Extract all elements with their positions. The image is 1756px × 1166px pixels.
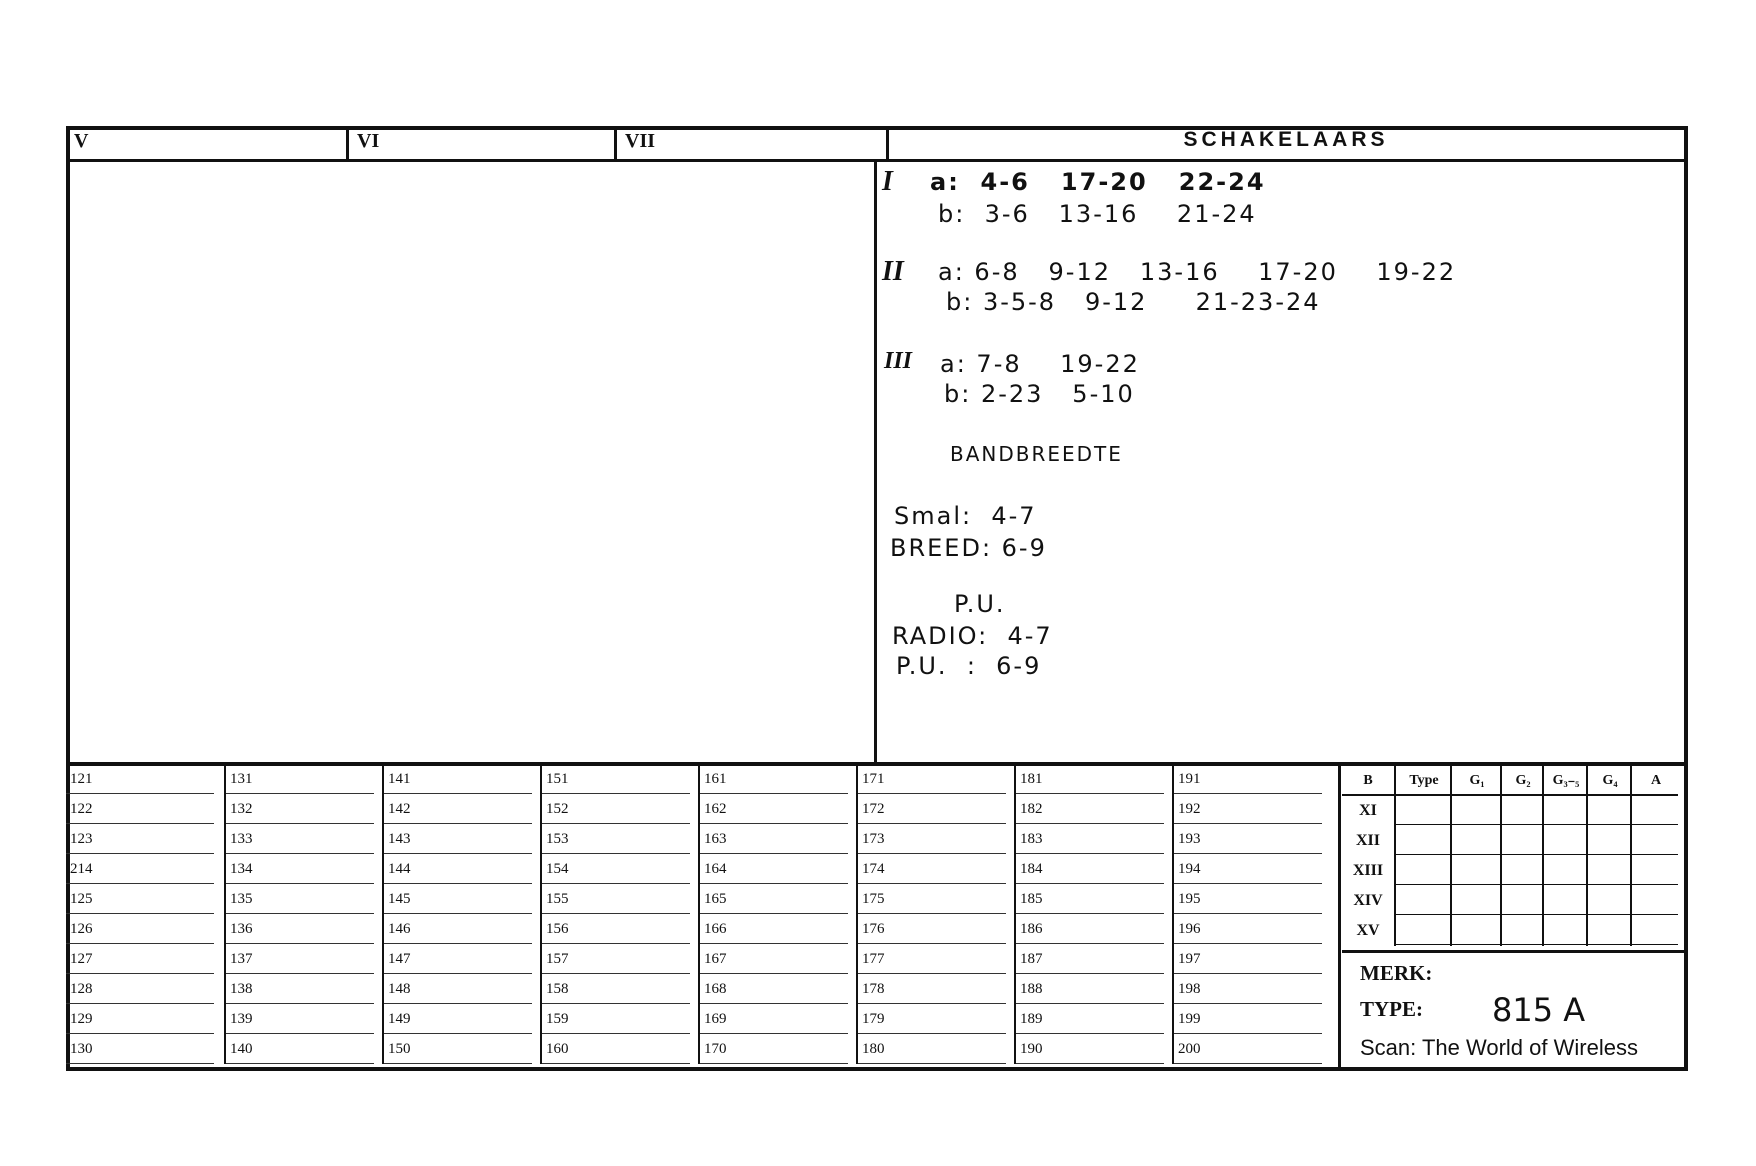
- tube-table-row-label: XIII: [1352, 862, 1384, 879]
- grid-cell: 170: [700, 1034, 848, 1064]
- header-col-vii-label: VII: [625, 130, 656, 152]
- grid-cell: 183: [1016, 824, 1164, 854]
- grid-cell: 143: [384, 824, 532, 854]
- grid-cell: 194: [1174, 854, 1322, 884]
- grid-cell: 147: [384, 944, 532, 974]
- grid-cell: 186: [1016, 914, 1164, 944]
- grid-cell: 151: [542, 764, 690, 794]
- switch-ii-b: b: 3-5-8 9-12 21-23-24: [946, 288, 1321, 316]
- grid-cell: 179: [858, 1004, 1006, 1034]
- grid-cell: 189: [1016, 1004, 1164, 1034]
- grid-cell: 144: [384, 854, 532, 884]
- grid-cell: 138: [226, 974, 374, 1004]
- grid-cell: 185: [1016, 884, 1164, 914]
- type-label: TYPE:: [1360, 997, 1423, 1021]
- grid-cell: 132: [226, 794, 374, 824]
- pu-title: P.U.: [954, 590, 1006, 618]
- tube-table-row-line: [1394, 854, 1678, 855]
- grid-cell: 137: [226, 944, 374, 974]
- grid-cell: 196: [1174, 914, 1322, 944]
- tube-table-header: G₂: [1500, 766, 1544, 946]
- grid-cell: 160: [542, 1034, 690, 1064]
- grid-cell: 193: [1174, 824, 1322, 854]
- grid-cell: 172: [858, 794, 1006, 824]
- grid-cell: 133: [226, 824, 374, 854]
- grid-cell: 173: [858, 824, 1006, 854]
- tube-table-row-label: XV: [1356, 922, 1380, 939]
- grid-cell: 190: [1016, 1034, 1164, 1064]
- grid-cell: 181: [1016, 764, 1164, 794]
- grid-cell: 142: [384, 794, 532, 824]
- grid-cell: 167: [700, 944, 848, 974]
- grid-column: [856, 764, 1016, 1064]
- tube-table-header: G₄: [1586, 766, 1632, 946]
- switch-i-label: I: [882, 166, 893, 197]
- tube-table-header: A: [1630, 766, 1680, 946]
- grid-cell: 135: [226, 884, 374, 914]
- grid-cell: 175: [858, 884, 1006, 914]
- grid-cell: 134: [226, 854, 374, 884]
- grid-cell: 158: [542, 974, 690, 1004]
- grid-cell: 148: [384, 974, 532, 1004]
- grid-cell: 198: [1174, 974, 1322, 1004]
- grid-cell: 129: [66, 1004, 214, 1034]
- tube-table-divider: [1338, 764, 1341, 1070]
- grid-cell: 125: [66, 884, 214, 914]
- grid-cell: 197: [1174, 944, 1322, 974]
- grid-cell: 174: [858, 854, 1006, 884]
- pu-setting: P.U. : 6-9: [896, 652, 1042, 680]
- grid-cell: 171: [858, 764, 1006, 794]
- switch-iii-a: a: 7-8 19-22: [940, 350, 1140, 378]
- tube-table-row-line: [1394, 824, 1678, 825]
- grid-cell: 199: [1174, 1004, 1322, 1034]
- grid-cell: 128: [66, 974, 214, 1004]
- bandbreedte-title: BANDBREEDTE: [950, 442, 1123, 466]
- schakelaars-title: SCHAKELAARS: [1183, 128, 1389, 151]
- tube-table-row-label: XIV: [1353, 892, 1383, 909]
- grid-cell: 139: [226, 1004, 374, 1034]
- grid-cell: 155: [542, 884, 690, 914]
- grid-cell: 146: [384, 914, 532, 944]
- tube-table-row-label: XI: [1359, 802, 1377, 819]
- grid-cell: 166: [700, 914, 848, 944]
- tube-table-row-label: XII: [1355, 832, 1380, 849]
- smal-setting: Smal: 4-7: [894, 502, 1037, 530]
- grid-cell: 182: [1016, 794, 1164, 824]
- grid-cell: 163: [700, 824, 848, 854]
- grid-cell: 127: [66, 944, 214, 974]
- grid-cell: 177: [858, 944, 1006, 974]
- tube-table-row-line: [1394, 944, 1678, 945]
- grid-cell: 192: [1174, 794, 1322, 824]
- tube-table-row-line: [1394, 884, 1678, 885]
- switch-ii-a: a: 6-8 9-12 13-16 17-20 19-22: [938, 258, 1457, 286]
- switch-i-b: b: 3-6 13-16 21-24: [938, 200, 1257, 228]
- tube-table-header: Type: [1394, 766, 1452, 946]
- grid-cell: 123: [66, 824, 214, 854]
- grid-cell: 184: [1016, 854, 1164, 884]
- grid-cell: 164: [700, 854, 848, 884]
- grid-cell: 200: [1174, 1034, 1322, 1064]
- main-divider: [874, 160, 877, 764]
- grid-cell: 161: [700, 764, 848, 794]
- info-box: [1342, 950, 1684, 1068]
- grid-cell: 157: [542, 944, 690, 974]
- grid-column: [540, 764, 700, 1064]
- grid-cell: 176: [858, 914, 1006, 944]
- grid-column: [1172, 764, 1332, 1064]
- grid-cell: 122: [66, 794, 214, 824]
- grid-cell: 121: [66, 764, 214, 794]
- grid-cell: 156: [542, 914, 690, 944]
- grid-cell: 154: [542, 854, 690, 884]
- header-col-vi-label: VI: [357, 130, 380, 152]
- grid-cell: 214: [66, 854, 214, 884]
- grid-column: [224, 764, 384, 1064]
- grid-cell: 191: [1174, 764, 1322, 794]
- switch-i-a: a: 4-6 17-20 22-24: [930, 168, 1266, 196]
- grid-cell: 195: [1174, 884, 1322, 914]
- grid-cell: 140: [226, 1034, 374, 1064]
- grid-cell: 145: [384, 884, 532, 914]
- header-col-v: [66, 126, 346, 162]
- grid-column: [1014, 764, 1174, 1064]
- grid-cell: 168: [700, 974, 848, 1004]
- type-value: 815 A: [1492, 991, 1586, 1029]
- grid-cell: 187: [1016, 944, 1164, 974]
- radio-setting: RADIO: 4-7: [892, 622, 1053, 650]
- grid-cell: 165: [700, 884, 848, 914]
- grid-cell: 126: [66, 914, 214, 944]
- switch-ii-label: II: [882, 256, 904, 287]
- grid-column: [382, 764, 542, 1064]
- grid-column: [698, 764, 858, 1064]
- header-col-vii: [614, 126, 886, 162]
- grid-cell: 188: [1016, 974, 1164, 1004]
- breed-setting: BREED: 6-9: [890, 534, 1047, 562]
- switch-iii-b: b: 2-23 5-10: [944, 380, 1135, 408]
- grid-cell: 149: [384, 1004, 532, 1034]
- grid-cell: 136: [226, 914, 374, 944]
- grid-cell: 131: [226, 764, 374, 794]
- grid-cell: 130: [66, 1034, 214, 1064]
- tube-table-header: B: [1363, 773, 1373, 788]
- switch-iii-label: III: [884, 348, 913, 374]
- merk-label: MERK:: [1360, 961, 1433, 985]
- header-col-v-label: V: [74, 130, 89, 152]
- grid-cell: 169: [700, 1004, 848, 1034]
- grid-cell: 159: [542, 1004, 690, 1034]
- grid-cell: 153: [542, 824, 690, 854]
- header-col-vi: [346, 126, 614, 162]
- grid-column: [66, 764, 224, 1064]
- grid-cell: 178: [858, 974, 1006, 1004]
- grid-cell: 180: [858, 1034, 1006, 1064]
- tube-table-header: G₁: [1450, 766, 1502, 946]
- grid-cell: 162: [700, 794, 848, 824]
- scan-credit: Scan: The World of Wireless: [1360, 1035, 1638, 1060]
- grid-cell: 152: [542, 794, 690, 824]
- tube-table-row-line: [1394, 914, 1678, 915]
- grid-cell: 150: [384, 1034, 532, 1064]
- tube-table-header: G₃₋₅: [1542, 766, 1588, 946]
- grid-cell: 141: [384, 764, 532, 794]
